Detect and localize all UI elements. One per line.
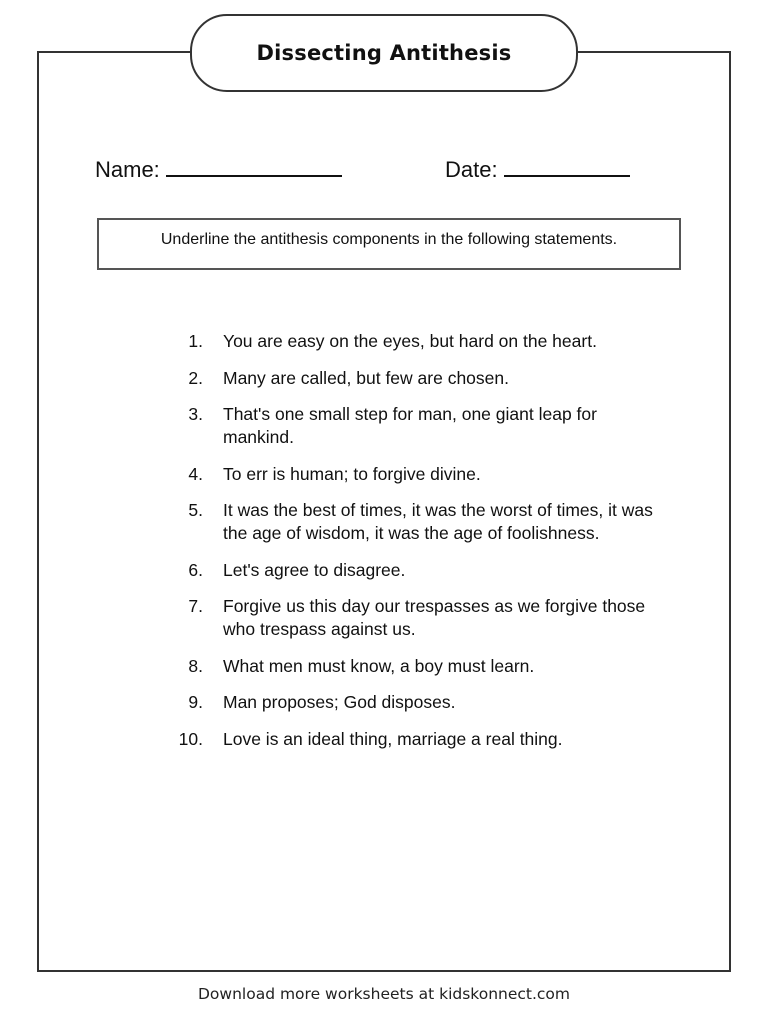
name-blank-line bbox=[166, 155, 342, 177]
statement-number: 9. bbox=[188, 692, 203, 712]
statement-item bbox=[170, 403, 660, 449]
statement-text: That's one small step for man, one giant leap for mankind. bbox=[223, 404, 597, 447]
statement-number: 6. bbox=[188, 559, 203, 580]
statement-number: 3. bbox=[188, 404, 203, 424]
statement-list bbox=[170, 330, 660, 764]
statement-item bbox=[170, 595, 660, 641]
statement-number: 10. bbox=[178, 728, 203, 749]
statement-text: To err is human; to forgive divine. bbox=[223, 463, 481, 484]
statement-text: What men must know, a boy must learn. bbox=[223, 655, 535, 676]
statement-number: 8. bbox=[188, 655, 203, 676]
name-label: Name: bbox=[95, 157, 160, 182]
statement-item bbox=[170, 655, 660, 678]
title-banner bbox=[190, 14, 578, 92]
footer-text: Download more worksheets at kidskonnect.com bbox=[197, 985, 571, 1003]
statement-item bbox=[170, 728, 660, 751]
statement-number: 2. bbox=[188, 367, 203, 388]
statement-item bbox=[170, 367, 660, 390]
statement-number: 5. bbox=[188, 500, 203, 520]
statement-item bbox=[170, 499, 660, 545]
date-field bbox=[445, 155, 630, 183]
date-blank-line bbox=[504, 155, 630, 177]
statement-item bbox=[170, 330, 660, 353]
statement-text: You are easy on the eyes, but hard on the heart. bbox=[223, 331, 597, 351]
statement-item bbox=[170, 559, 660, 582]
statement-item bbox=[170, 463, 660, 486]
instructions-text: Underline the antithesis components in the following statements. bbox=[160, 231, 618, 248]
statement-text: Many are called, but few are chosen. bbox=[223, 367, 509, 388]
statement-number: 1. bbox=[188, 331, 203, 351]
name-field bbox=[95, 155, 342, 183]
statement-text: Forgive us this day our trespasses as we forgive those who trespass against us. bbox=[223, 596, 646, 639]
statement-number: 7. bbox=[188, 596, 203, 616]
statement-text: Love is an ideal thing, marriage a real thing. bbox=[223, 728, 563, 749]
worksheet-title: Dissecting Antithesis bbox=[256, 41, 512, 65]
statement-text: It was the best of times, it was the worst of times, it was the age of wisdom, it was the age of foolishness. bbox=[223, 500, 653, 543]
statement-text: Let's agree to disagree. bbox=[223, 559, 406, 580]
statement-item bbox=[170, 691, 660, 714]
statement-number: 4. bbox=[188, 463, 203, 484]
date-label: Date: bbox=[445, 157, 498, 182]
instructions-box bbox=[97, 218, 681, 270]
statement-text: Man proposes; God disposes. bbox=[223, 692, 456, 712]
